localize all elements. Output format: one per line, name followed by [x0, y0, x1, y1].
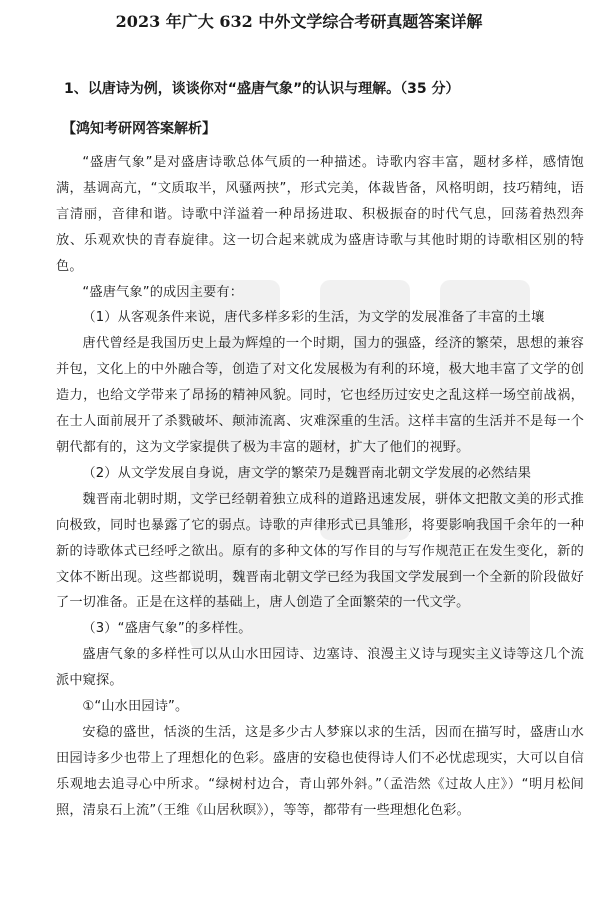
- paragraph: ①“山水田园诗”。: [82, 699, 189, 715]
- paragraph: 安稳的盛世，恬淡的生活，这是多少古人梦寐以求的生活，因而在描写时，盛唐山水田园诗多少也带上了理想化的色彩。盛唐的安稳也使得诗人们不必忧虑现实，大可以自信乐观地去追寻心中所求。“绿树村边合，青山郭外斜。”（孟浩然《过故人庄》）“明月松间照，清泉石上流”（王维《山居秋暝》），等等，都带有一些理想化色彩。: [56, 724, 584, 818]
- paragraph: 唐代曾经是我国历史上最为辉煌的一个时期，国力的强盛，经济的繁荣，思想的兼容并包，文化上的中外融合等，创造了对文化发展极为有利的环境，极大地丰富了文学的创造力，也给文学带来了昂扬的精神风貌。同时，它也经历过安史之乱这样一场空前战祸，在士人面前展开了杀戮破坏、颠沛流离、灾难深重的生活。这样丰富的生活并不是每一个朝代都有的，这为文学家提供了极为丰富的题材，扩大了他们的视野。: [56, 336, 584, 455]
- document-title: 2023 年广大 632 中外文学综合考研真题答案详解: [115, 12, 483, 31]
- paragraph: 盛唐气象的多样性可以从山水田园诗、边塞诗、浪漫主义诗与现实主义诗等这几个流派中窥探。: [56, 647, 584, 689]
- analysis-label: 【鸿知考研网答案解析】: [62, 121, 216, 137]
- question-heading: 1、以唐诗为例，谈谈你对“盛唐气象”的认识与理解。（35 分）: [64, 81, 460, 97]
- paragraph: “盛唐气象”是对盛唐诗歌总体气质的一种描述。诗歌内容丰富，题材多样，感情饱满，基调高亢，“文质取半，风骚两挟”，形式完美，体裁皆备，风格明朗，技巧精纯，语言清丽，音律和谐。诗歌中洋溢着一种昂扬进取、积极振奋的时代气息，回荡着热烈奔放、乐观欢快的青春旋律。这一切合起来就成为盛唐诗歌与其他时期的诗歌相区别的特色。: [56, 155, 584, 274]
- paragraph: （1）从客观条件来说，唐代多样多彩的生活，为文学的发展准备了丰富的土壤: [82, 310, 545, 326]
- paragraph: （2）从文学发展自身说，唐文学的繁荣乃是魏晋南北朝文学发展的必然结果: [82, 465, 532, 481]
- paragraph: 魏晋南北朝时期，文学已经朝着独立成科的道路迅速发展，骈体文把散文美的形式推向极致，同时也暴露了它的弱点。诗歌的声律形式已具雏形，将要影响我国千余年的一种新的诗歌体式已经呼之欲出。原有的多种文体的写作目的与写作规范正在发生变化，新的文体不断出现。这些都说明，魏晋南北朝文学已经为我国文学发展到一个全新的阶段做好了一切准备。正是在这样的基础上，唐人创造了全面繁荣的一代文学。: [56, 491, 584, 611]
- paragraph: “盛唐气象”的成因主要有：: [82, 284, 244, 300]
- answer-body: [56, 150, 584, 824]
- paragraph: （3）“盛唐气象”的多样性。: [82, 621, 252, 637]
